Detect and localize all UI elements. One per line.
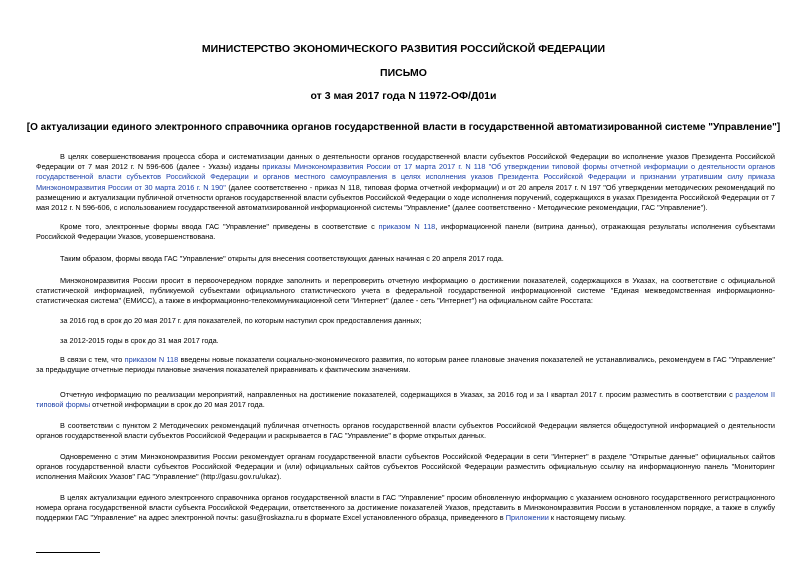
paragraph-2 bbox=[36, 222, 775, 242]
paragraph-1-text-b: (далее соответственно - приказ N 118, типовая форма отчетной информации) и от 20 апреля 2017 г. N 197 "Об утверждении методических рекомендаций по размещению и актуализации публичной отчетности органов государственной власти субъектов Российской Федерации о ходе исполнения поручений, содержащихся в указах Президента Российской Федерации от 7 мая 2012 г. N 596-606, с использованием государственной автоматизированной информационной системы "Управление" (далее соответственно - Методические рекомендации, ГАС "Управление"). bbox=[36, 182, 776, 213]
paragraph-1-text-a: В целях совершенствования процесса сбора и систематизации данных о деятельности органов государственной власти субъектов Российской Федерации во исполнение указов Президента Российской Федерации от 7 мая 2012 г. N 596-606 (далее - Указы) изданы bbox=[36, 152, 775, 172]
document-date-number: от 3 мая 2017 года N 11972-ОФ/Д01и bbox=[310, 90, 497, 102]
link-section-ii-form[interactable]: разделом II типовой формы bbox=[36, 390, 775, 410]
link-orders-118[interactable]: приказы Минэкономразвития России от 17 марта 2017 г. N 118 "Об утверждении типовой формы отчетной информации о деятельности органов государственной власти субъектов Российской Федерации и органов местного самоуправления в целях исполнения указов Президента Российской Федерации и признании утратившим силу приказа Минэкономразвития России от 30 марта 2016 г. N 190" bbox=[36, 162, 775, 192]
paragraph-5: за 2016 год в срок до 20 мая 2017 г. для показателей, по которым наступил срок предоставления данных; bbox=[60, 316, 422, 325]
link-order-118[interactable]: приказом N 118 bbox=[378, 222, 436, 231]
paragraph-11-text-a: В целях актуализации единого электронного справочника органов государственной власти в ГАС "Управление" просим обновленную информацию с указанием основного государственного регистрационного номера органа государственной власти субъекта Российской Федерации, ответственного за достижение показателей Указов, представить в Минэкономразвития России в установленном порядке, а также в службу поддержки ГАС "Управление" на адрес электронной почты: gasu@roskazna.ru в формате Excel установленного образца, приведенного в bbox=[36, 493, 775, 523]
footnote-divider bbox=[36, 552, 100, 553]
paragraph-8-text-b: отчетной информации в срок до 20 мая 2017 года. bbox=[90, 400, 265, 410]
paragraph-11-text-b: к настоящему письму. bbox=[548, 513, 626, 523]
link-appendix[interactable]: Приложении bbox=[505, 513, 549, 523]
paragraph-7 bbox=[36, 355, 775, 375]
document-subject: [О актуализации единого электронного справочника органов государственной власти в государственной автоматизированной системе "Управление"] bbox=[26, 122, 781, 133]
paragraph-2-text-b: , информационной панели (витрина данных), отражающая результаты исполнения субъектами Российской Федерации Указов, усовершенствована. bbox=[36, 222, 775, 242]
paragraph-8 bbox=[36, 390, 775, 410]
paragraph-2-text-a: Кроме того, электронные формы ввода ГАС "Управление" приведены в соответствие с bbox=[60, 222, 379, 231]
paragraph-4: Минэкономразвития России просит в первоочередном порядке заполнить и перепроверить отчетную информацию о достижении показателей, содержащихся в Указах, на соответствие с официальной статистической информацией, публикуемой субъектами официального статистического учета в федеральной государственной информационной системе "Единая межведомственная информационно- статистическая система" (ЕМИСС), а также в информационно-телекоммуникационной сети "Интернет" (далее - сеть "Интернет") на официальном сайте Росстата: bbox=[36, 276, 775, 306]
document-type: ПИСЬМО bbox=[380, 67, 427, 79]
paragraph-9: В соответствии с пунктом 2 Методических рекомендаций публичная отчетность органов государственной власти субъектов Российской Федерации является общедоступной информацией о деятельности органов государственной власти субъектов Российской Федерации и раскрывается в ГАС "Управление" в форме открытых данных. bbox=[36, 421, 775, 441]
paragraph-11 bbox=[36, 493, 775, 524]
paragraph-10: Одновременно с этим Минэкономразвития России рекомендует органам государственной власти субъектов Российской Федерации в сети "Интернет" в разделе "Открытые данные" официальных сайтов органов государственной власти субъектов Российской Федерации и (или) официальных сайтов субъектов Российской Федерации разместить официальную ссылку на информационную панель "Мониторинг исполнения Майских Указов" ГАС "Управление" (http://gasu.gov.ru/ukaz). bbox=[36, 452, 775, 482]
paragraph-7-text-b: введены новые показатели социально-экономического развития, по которым ранее плановые значения показателей не устанавливались, рекомендуем в ГАС "Управление" за предыдущие отчетные периоды плановые значения показателей приравнивать к фактическим значениям. bbox=[36, 355, 775, 375]
paragraph-6: за 2012-2015 годы в срок до 31 мая 2017 года. bbox=[60, 336, 219, 345]
paragraph-7-text-a: В связи с тем, что bbox=[60, 355, 125, 364]
paragraph-1 bbox=[36, 152, 775, 213]
link-order-118-b[interactable]: приказом N 118 bbox=[124, 355, 179, 364]
paragraph-8-text-a: Отчетную информацию по реализации мероприятий, направленных на достижение показателей, содержащихся в Указах, за 2016 год и за I квартал 2017 г. просим разместить в соответствии с bbox=[60, 390, 736, 399]
ministry-heading: МИНИСТЕРСТВО ЭКОНОМИЧЕСКОГО РАЗВИТИЯ РОССИЙСКОЙ ФЕДЕРАЦИИ bbox=[201, 43, 606, 55]
paragraph-3: Таким образом, формы ввода ГАС "Управление" открыты для внесения соответствующих данных начиная с 20 апреля 2017 года. bbox=[60, 254, 504, 263]
